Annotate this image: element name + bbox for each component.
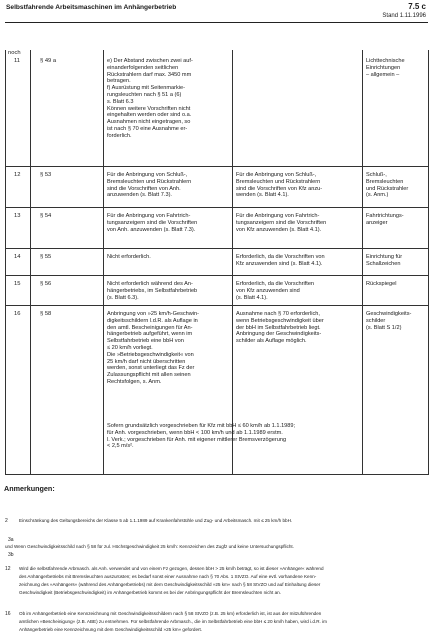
trailer-operation-text: Rückstrahlern darf max. 3450 mm [107, 71, 192, 78]
row-number: 15 [14, 281, 21, 287]
category-label: und Rückstrahler [366, 185, 409, 192]
category-label: Fahrtrichtungs- [366, 213, 404, 219]
trailer-operation-text: den amtl. Bescheinigungen für An- [107, 324, 193, 331]
self-propelled-operation-text: sind die Vorschriften von Kfz anzu- [236, 185, 323, 192]
trailer-operation-text: einanderfolgenden seitlichen [107, 64, 179, 71]
category-label: (s. Anm.) [366, 192, 389, 199]
paragraph-reference: § 53 [40, 172, 52, 178]
row-number-prefix: noch [8, 50, 21, 56]
self-propelled-operation-text: von Kfz anzuwenden sind [236, 287, 300, 294]
note-number: 3a [8, 537, 14, 543]
trailer-operation-text: hängerbetrieb aufgeführt, wenn im [107, 331, 193, 338]
category-label: Lichttechnische [366, 58, 405, 64]
trailer-operation-text: Zulassungspflicht mit allen seinen [107, 372, 191, 379]
paragraph-reference: § 54 [40, 213, 52, 219]
table-column-divider [30, 50, 31, 474]
self-propelled-operation-text: (s. Blatt 4.1). [236, 294, 268, 301]
row-footnote-text: < 2,5 m/s². [107, 443, 134, 450]
trailer-operation-text: Nicht erforderlich während des An- [107, 281, 193, 287]
trailer-operation-text: f) Ausrüstung mit Seitenmarkie- [107, 85, 186, 92]
revision-date: Stand 1.11.1996 [382, 13, 426, 19]
trailer-operation-text: eingehalten werden oder sind o.a. [107, 112, 192, 119]
self-propelled-operation-text: Anbringung der Geschwindigkeits- [236, 331, 322, 338]
trailer-operation-text: Bremsleuchten und Rückstrahlern [107, 178, 192, 185]
table-column-divider [232, 50, 233, 474]
notes-heading: Anmerkungen: [4, 484, 55, 493]
row-footnote-text: für Anh. vorgeschrieben, wenn bbH < 100 km/h und ab 1.1.1989 erstm. [107, 429, 283, 436]
trailer-operation-text: sind die Vorschriften von Anh. [107, 185, 181, 192]
self-propelled-operation-text: wenden (s. Blatt 4.1). [236, 192, 289, 199]
trailer-operation-text: s. Blatt 6.3 [107, 98, 134, 105]
self-propelled-operation-text: Erforderlich, da die Vorschriften von [236, 254, 325, 260]
row-number: 16 [14, 311, 21, 317]
trailer-operation-text: tungsanzeigern sind die Vorschriften [107, 219, 198, 226]
note-text: Wird die selbstfahrende Arbmasch. als Anh. verwendet und von einem Fz gezogen, dessen bbH > 25 km/h beträgt, so ist dieser »Anhänger« während [19, 566, 324, 571]
note-text: und Wenn Geschwindigkeitsschild nach § 58 für zul. Höchstgeschwindigkeit 25 km/h: Kennzeichen des Zugfz und keine Untersuchungspflicht. [5, 544, 294, 549]
note-number: 16 [5, 611, 11, 617]
note-number: 3b [8, 552, 14, 558]
trailer-operation-text: rungsleuchten nach § 51 a (6) [107, 92, 182, 98]
trailer-operation-text: ist nach § 70 eine Ausnahme er- [107, 126, 188, 132]
section-number: 7.5 c [408, 2, 426, 11]
category-label: Schluß-, [366, 172, 387, 178]
category-label: Einrichtung für [366, 254, 403, 260]
trailer-operation-text: von Anh. anzuwenden (s. Blatt 7.3). [107, 226, 196, 233]
category-label: – allgemein – [366, 71, 400, 78]
category-label: Bremsleuchten [366, 178, 404, 185]
header-rule [5, 22, 428, 23]
row-number: 13 [14, 213, 21, 219]
trailer-operation-text: ≤ 20 km/h vorliegt. [107, 345, 153, 351]
trailer-operation-text: Für die Anbringung von Schluß-, [107, 172, 188, 178]
row-number: 11 [14, 58, 21, 64]
category-label: schilder [366, 317, 386, 324]
trailer-operation-text: Nicht erforderlich. [107, 254, 151, 260]
trailer-operation-text: hängerbetriebs, im Selbstfahrbetrieb [107, 287, 198, 294]
self-propelled-operation-text: Für die Anbringung von Schluß-, [236, 172, 317, 178]
trailer-operation-text: Anbringung von »25 km/h-Geschwin- [107, 311, 200, 317]
trailer-operation-text: Für die Anbringung von Fahrtrich- [107, 213, 191, 219]
document-title: Selbstfahrende Arbeitsmaschinen im Anhängerbetrieb [6, 4, 177, 11]
regulation-table [5, 50, 429, 475]
trailer-operation-text: e) Der Abstand zwischen zwei auf- [107, 58, 193, 64]
trailer-operation-text: Ausnahmen nicht eingetragen, so [107, 119, 191, 126]
category-label: Rückspiegel [366, 281, 397, 287]
note-number: 2 [5, 518, 8, 524]
trailer-operation-text: Selbstfahrbetrieb eine bbH von [107, 338, 184, 345]
category-label: Schallzeichen [366, 260, 401, 267]
self-propelled-operation-text: von Kfz anzuwenden (s. Blatt 4.1). [236, 226, 322, 233]
note-text: Anhängerbetrieb eine Kennzeichnung mit dem Geschwindigkeitsschild »25 km« gefordert. [19, 627, 203, 632]
category-label: Geschwindigkeits- [366, 311, 412, 317]
table-row-divider [6, 248, 428, 249]
paragraph-reference: § 56 [40, 281, 52, 287]
self-propelled-operation-text: Kfz anzuwenden sind (s. Blatt 4.1). [236, 260, 323, 267]
row-number: 12 [14, 172, 21, 178]
self-propelled-operation-text: schilder als Auflage möglich. [236, 338, 307, 345]
paragraph-reference: § 49 a [40, 58, 57, 64]
row-number: 14 [14, 254, 21, 260]
note-text: Ob im Anhängerbetrieb eine Kennzeichnung mit Geschwindigkeitsschildern nach § 58 StVZO (z.B. 25 km) erforderlich ist, ist aus der mitzuführenden [19, 611, 322, 616]
table-column-divider [103, 50, 104, 474]
trailer-operation-text: anzuwenden (s. Blatt 7.3). [107, 192, 172, 199]
table-row-divider [6, 305, 428, 306]
self-propelled-operation-text: der bbH im Selbstfahrbetrieb liegt. [236, 324, 321, 331]
trailer-operation-text: forderlich. [107, 132, 132, 139]
self-propelled-operation-text: wenn Betriebsgeschwindigkeit über [236, 317, 324, 324]
trailer-operation-text: Können weitere Vorschriften nicht [107, 105, 191, 112]
paragraph-reference: § 58 [40, 311, 52, 317]
note-number: 12 [5, 566, 11, 572]
self-propelled-operation-text: tungsanzeigern sind die Vorschriften [236, 219, 327, 226]
trailer-operation-text: 25 km/h darf nicht überschritten [107, 358, 186, 365]
self-propelled-operation-text: Erforderlich, da die Vorschriften [236, 281, 315, 287]
row-footnote-text: Sofern grundsätzlich vorgeschrieben für Kfz mit bbH ≤ 60 km/h ab 1.1.1989; [107, 423, 296, 429]
table-row-divider [6, 275, 428, 276]
note-text: Geschwindigkeit (Betriebsgeschwindigkeit) im Anhängerbetrieb kommt es bei der Anbringungspflicht der Bremsleuchten nicht an. [19, 590, 281, 595]
note-text: des Anhängerbetriebs mit Bremsleuchten auszurüsten; es bedarf sonst einer Ausnahme nach § 70 Abs. 1 StVZO. Auf eine evtl. vorhandene Kenn- [19, 574, 317, 579]
note-text: amtlichen »Bescheinigung« (z.B. ABE) zu entnehmen. Für selbstfahrende Arbmasch., die im Selbstfahrbetrieb eine bbH ≤ 20 km/h haben, wird i.d.R. im [19, 619, 327, 624]
trailer-operation-text: Die »Betriebsgeschwindigkeit« von [107, 351, 194, 358]
table-column-divider [362, 50, 363, 474]
note-text: Einschränkung des Geltungsbereichs der Klasse 5 ab 1.1.1989 auf Krankenfahrstühle und Zug- und Arbeitsmasch. mit ≤ 25 km/h bbH. [19, 518, 293, 523]
category-label: anzeiger [366, 219, 388, 226]
self-propelled-operation-text: Bremsleuchten und Rückstrahlern [236, 178, 321, 185]
paragraph-reference: § 55 [40, 254, 52, 260]
self-propelled-operation-text: Für die Anbringung von Fahrtrich- [236, 213, 320, 219]
trailer-operation-text: Rechtsfolgen, s. Anm. [107, 379, 162, 385]
trailer-operation-text: (s. Blatt 6.3). [107, 294, 139, 301]
trailer-operation-text: werden, sonst unterliegt das Fz der [107, 365, 195, 372]
trailer-operation-text: betragen. [107, 78, 131, 85]
note-text: zeichnung des »Anhängers« (während des Anhängerbetriebs) mit dem Geschwindigkeitsschild »25 km« nach § 58 StVZO und auf Einhaltung dieser [19, 582, 321, 587]
row-footnote-text: l. Verk.; vorgeschrieben für Anh. mit eigener mittlerer Bremsverzögerung [107, 436, 287, 443]
category-label: Einrichtungen [366, 64, 401, 71]
trailer-operation-text: digkeitsschildern l.d.R. als Auflage in [107, 317, 198, 324]
category-label: (s. Blatt S 1/2) [366, 324, 402, 331]
table-row-divider [6, 207, 428, 208]
self-propelled-operation-text: Ausnahme nach § 70 erforderlich, [236, 311, 320, 317]
table-row-divider [6, 166, 428, 167]
